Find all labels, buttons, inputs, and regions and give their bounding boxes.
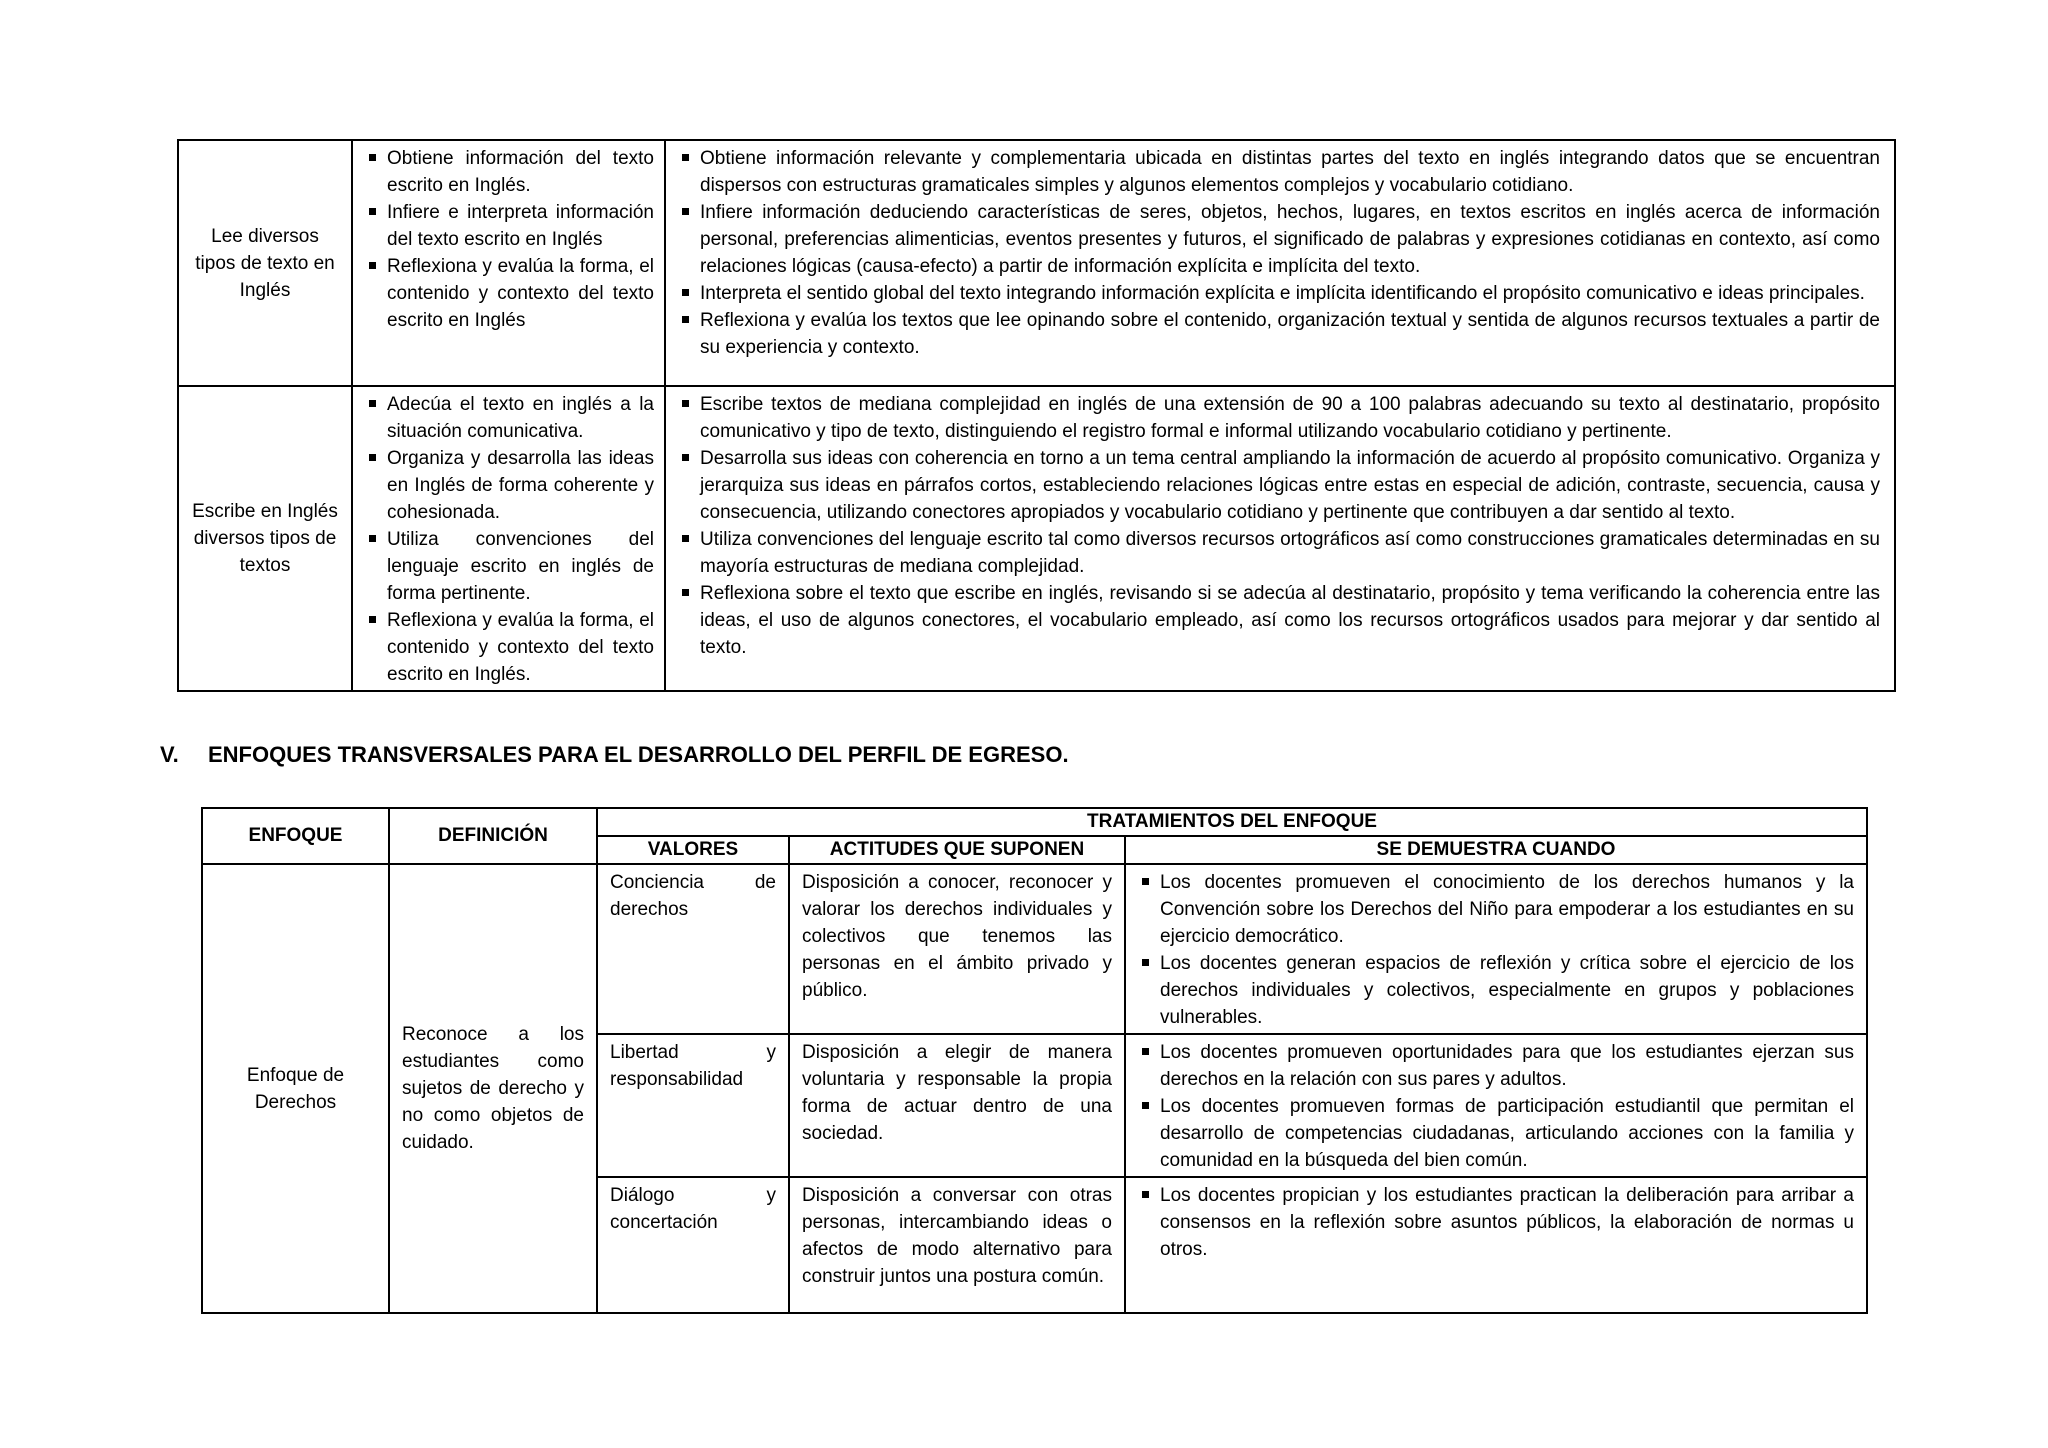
list-item: Reflexiona sobre el texto que escribe en inglés, revisando si se adecúa al destinatario, propósito y tema verificando la coherencia entre las ideas, el uso de algunos conectores, el vocabulario empleado, así como los recursos ortográficos usados para mejorar y dar sentido al texto.	[678, 580, 1880, 661]
list-item: Organiza y desarrolla las ideas en Inglés de forma coherente y cohesionada.	[365, 445, 654, 526]
header-actitudes: ACTITUDES QUE SUPONEN	[789, 836, 1125, 864]
competency-name: Escribe en Inglés diversos tipos de textos	[178, 386, 352, 691]
demuestra-cell	[1125, 1034, 1867, 1177]
list-item: Los docentes propician y los estudiantes practican la deliberación para arribar a consensos en la reflexión sobre asuntos públicos, la elaboración de normas u otros.	[1138, 1182, 1854, 1263]
valor-cell: Conciencia de derechos	[597, 864, 789, 1034]
list-item: Reflexiona y evalúa la forma, el contenido y contexto del texto escrito en Inglés.	[365, 607, 654, 688]
valor-cell: Diálogo y concertación	[597, 1177, 789, 1313]
enfoque-name: Enfoque de Derechos	[202, 864, 389, 1313]
table-header-row	[202, 808, 1867, 836]
demuestra-cell	[1125, 864, 1867, 1034]
header-definicion: DEFINICIÓN	[389, 808, 597, 864]
list-item: Escribe textos de mediana complejidad en inglés de una extensión de 90 a 100 palabras adecuando su texto al destinatario, propósito comunicativo y tipo de texto, distinguiendo el registro formal e informal utilizando vocabulario cotidiano y pertinente.	[678, 391, 1880, 445]
performances-list	[678, 391, 1880, 661]
competency-name: Lee diversos tipos de texto en Inglés	[178, 140, 352, 386]
list-item: Interpreta el sentido global del texto integrando información explícita e implícita identificando el propósito comunicativo e ideas principales.	[678, 280, 1880, 307]
header-enfoque: ENFOQUE	[202, 808, 389, 864]
list-item: Los docentes promueven oportunidades para que los estudiantes ejerzan sus derechos en la relación con sus pares y adultos.	[1138, 1039, 1854, 1093]
list-item: Adecúa el texto en inglés a la situación comunicativa.	[365, 391, 654, 445]
actitud-cell: Disposición a conocer, reconocer y valorar los derechos individuales y colectivos que tenemos las personas en el ámbito privado y público.	[789, 864, 1125, 1034]
demuestra-list	[1138, 1182, 1854, 1263]
demuestra-list	[1138, 869, 1854, 1031]
demuestra-list	[1138, 1039, 1854, 1174]
header-valores: VALORES	[597, 836, 789, 864]
header-demuestra: SE DEMUESTRA CUANDO	[1125, 836, 1867, 864]
actitud-cell: Disposición a conversar con otras personas, intercambiando ideas o afectos de modo alternativo para construir juntos una postura común.	[789, 1177, 1125, 1313]
enfoque-definition: Reconoce a los estudiantes como sujetos de derecho y no como objetos de cuidado.	[389, 864, 597, 1313]
list-item: Reflexiona y evalúa los textos que lee opinando sobre el contenido, organización textual y sentida de algunos recursos textuales a partir de su experiencia y contexto.	[678, 307, 1880, 361]
table-row	[178, 386, 1895, 691]
performances-cell	[665, 140, 1895, 386]
valor-cell: Libertad y responsabilidad	[597, 1034, 789, 1177]
list-item: Desarrolla sus ideas con coherencia en torno a un tema central ampliando la información de acuerdo al propósito comunicativo. Organiza y jerarquiza sus ideas en párrafos cortos, estableciendo relaciones lógicas entre estas en especial de adición, contraste, secuencia, causa y consecuencia, utilizando conectores apropiados y vocabulario cotidiano y pertinente que contribuyen a dar sentido al texto.	[678, 445, 1880, 526]
enfoques-table	[201, 807, 1868, 1314]
list-item: Obtiene información del texto escrito en Inglés.	[365, 145, 654, 199]
performances-list	[678, 145, 1880, 361]
list-item: Infiere e interpreta información del texto escrito en Inglés	[365, 199, 654, 253]
capacities-cell	[352, 140, 665, 386]
list-item: Los docentes generan espacios de reflexión y crítica sobre el ejercicio de los derechos individuales y colectivos, especialmente en grupos y poblaciones vulnerables.	[1138, 950, 1854, 1031]
section-number: V.	[160, 742, 179, 767]
list-item: Reflexiona y evalúa la forma, el contenido y contexto del texto escrito en Inglés	[365, 253, 654, 334]
competency-table	[177, 139, 1896, 692]
header-tratamientos: TRATAMIENTOS DEL ENFOQUE	[597, 808, 1867, 836]
performances-cell	[665, 386, 1895, 691]
list-item: Los docentes promueven formas de participación estudiantil que permitan el desarrollo de competencias ciudadanas, articulando acciones con la familia y comunidad en la búsqueda del bien común.	[1138, 1093, 1854, 1174]
list-item: Los docentes promueven el conocimiento de los derechos humanos y la Convención sobre los Derechos del Niño para empoderar a los estudiantes en su ejercicio democrático.	[1138, 869, 1854, 950]
list-item: Utiliza convenciones del lenguaje escrito tal como diversos recursos ortográficos así como construcciones gramaticales determinadas en su mayoría estructuras de mediana complejidad.	[678, 526, 1880, 580]
section-title: ENFOQUES TRANSVERSALES PARA EL DESARROLLO DEL PERFIL DE EGRESO.	[208, 742, 1069, 767]
capacities-cell	[352, 386, 665, 691]
capacities-list	[365, 145, 654, 334]
list-item: Obtiene información relevante y complementaria ubicada en distintas partes del texto en inglés integrando datos que se encuentran dispersos con estructuras gramaticales simples y algunos elementos complejos y vocabulario cotidiano.	[678, 145, 1880, 199]
list-item: Infiere información deduciendo características de seres, objetos, hechos, lugares, en textos escritos en inglés acerca de información personal, preferencias alimenticias, eventos presentes y futuros, el significado de palabras y expresiones cotidianas en contexto, así como relaciones lógicas (causa-efecto) a partir de información explícita e implícita del texto.	[678, 199, 1880, 280]
capacities-list	[365, 391, 654, 688]
section-heading	[160, 742, 1069, 768]
table-row	[178, 140, 1895, 386]
demuestra-cell	[1125, 1177, 1867, 1313]
list-item: Utiliza convenciones del lenguaje escrito en inglés de forma pertinente.	[365, 526, 654, 607]
table-row	[202, 864, 1867, 1034]
actitud-cell: Disposición a elegir de manera voluntaria y responsable la propia forma de actuar dentro de una sociedad.	[789, 1034, 1125, 1177]
